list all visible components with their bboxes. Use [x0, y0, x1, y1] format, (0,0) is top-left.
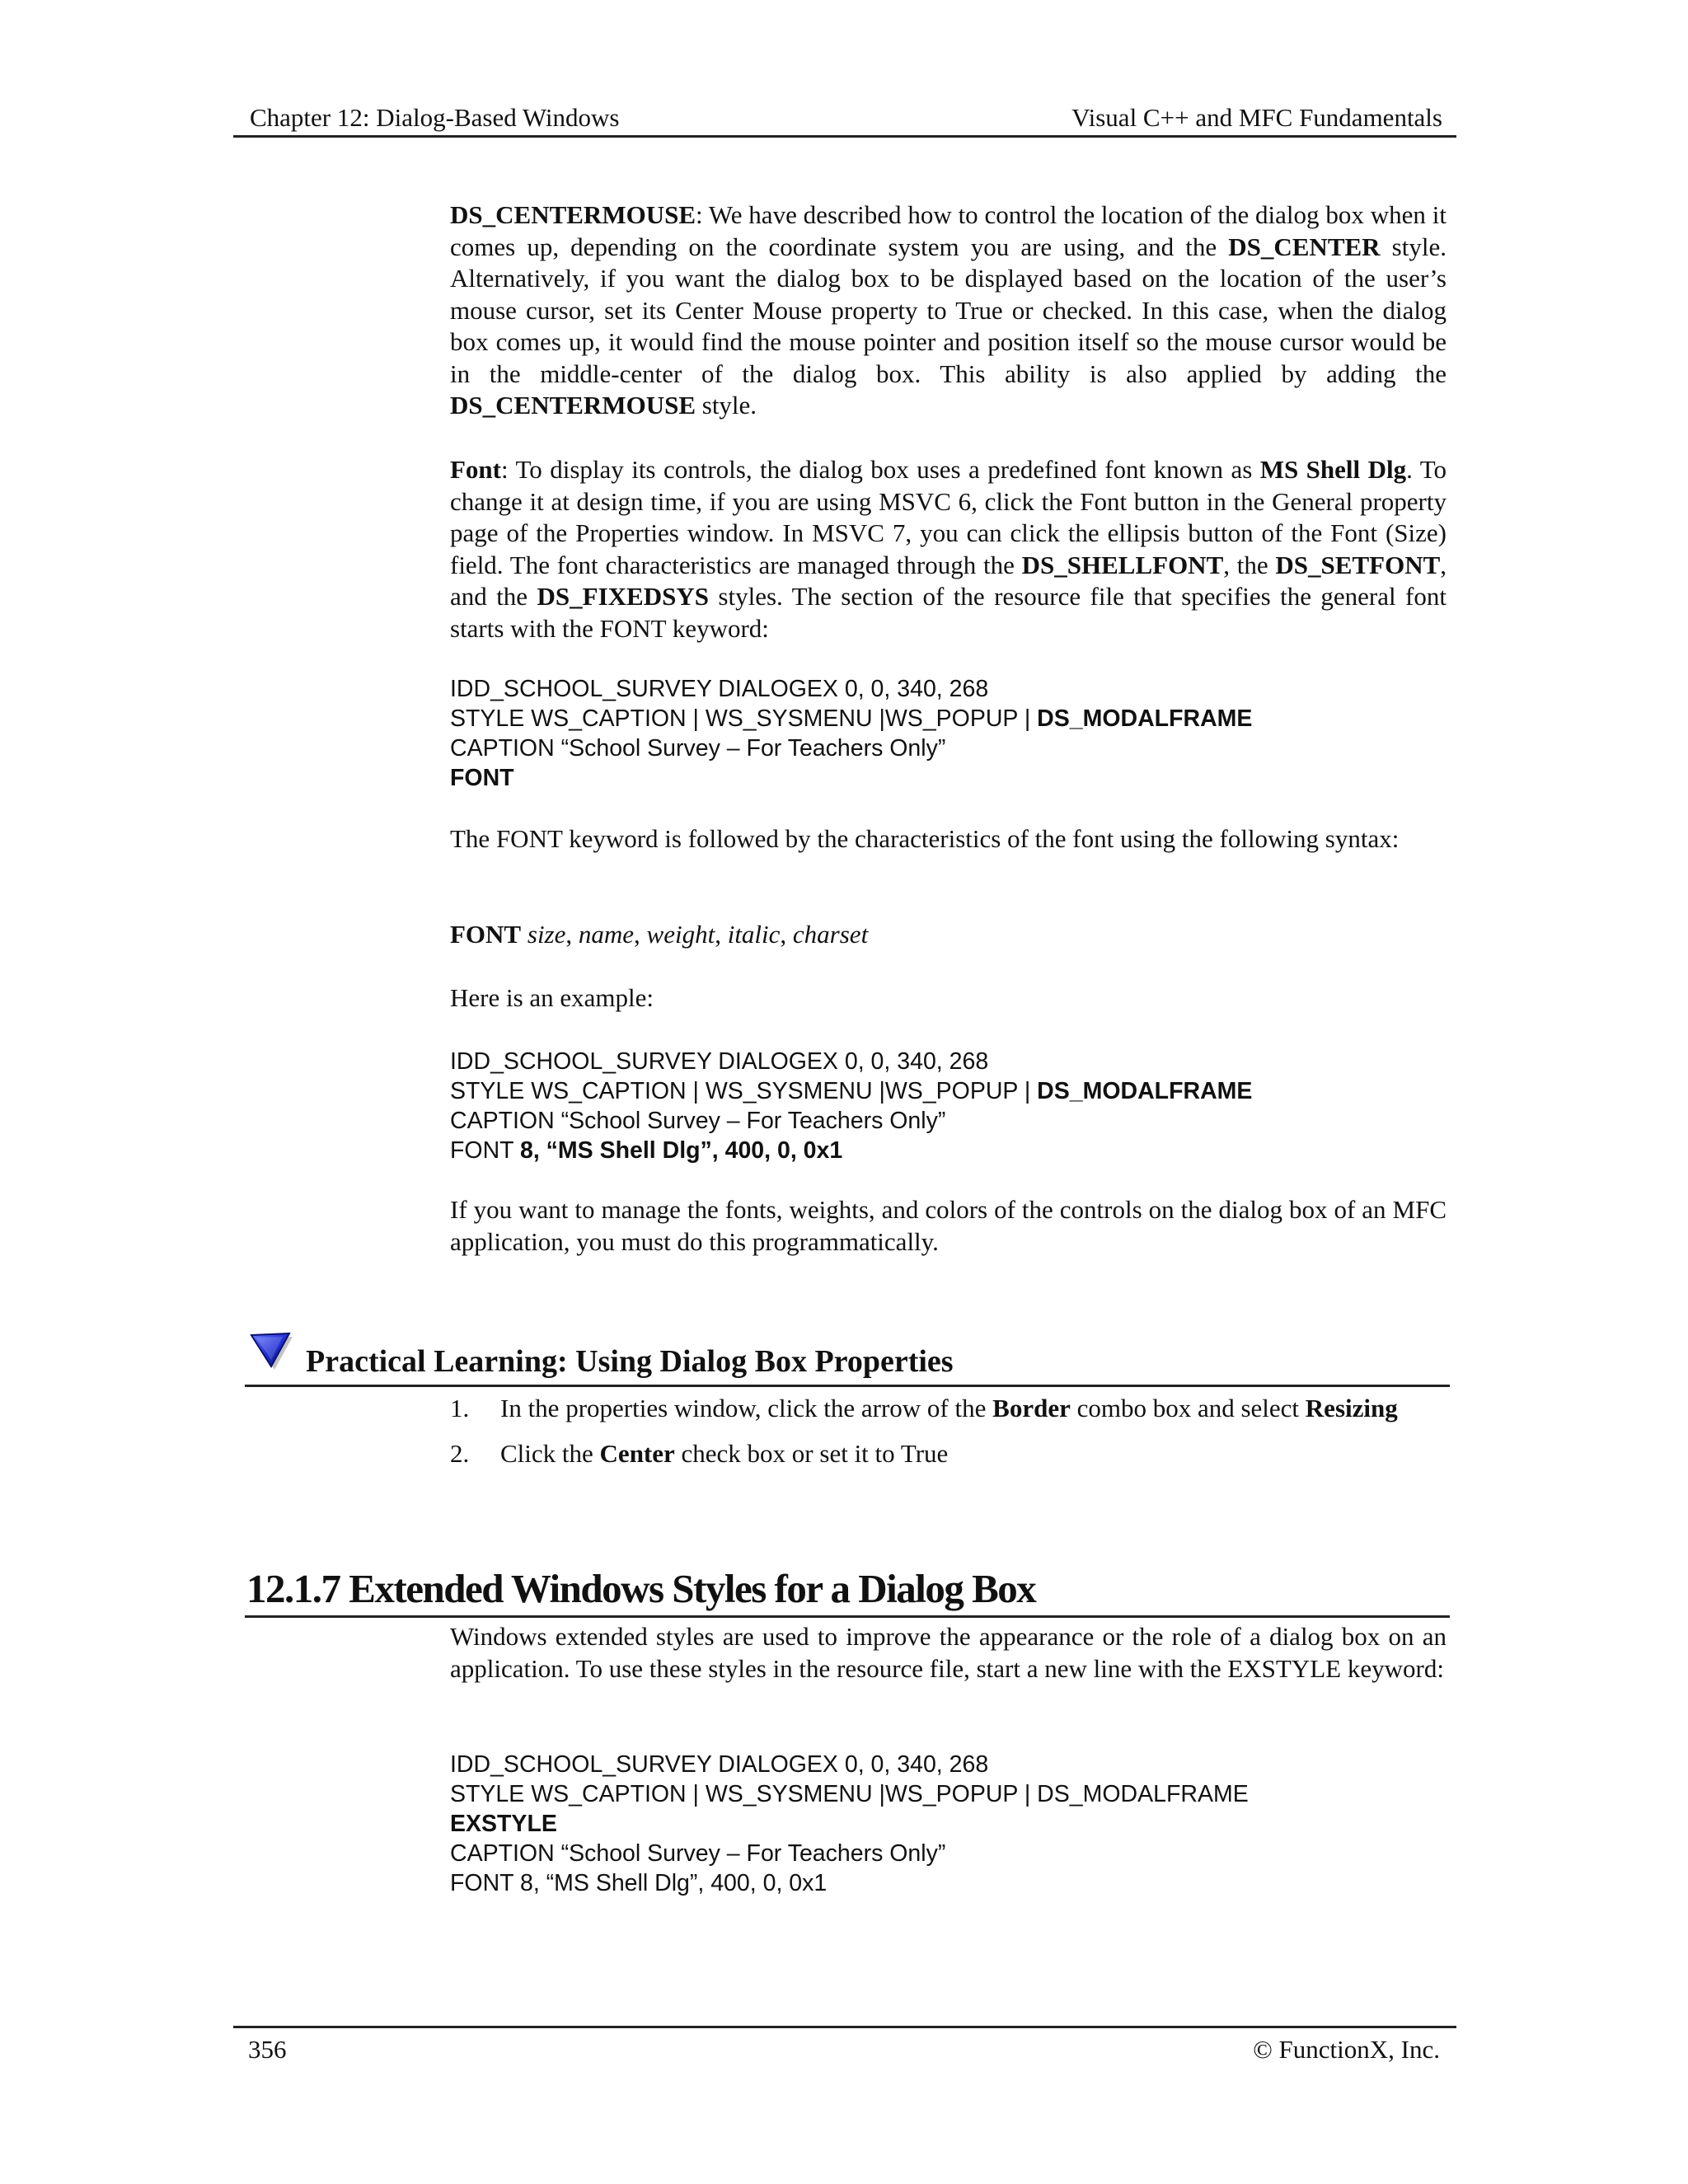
code-line	[450, 704, 1447, 733]
book-title: Visual C++ and MFC Fundamentals	[1071, 103, 1442, 132]
paragraph-manage-fonts: If you want to manage the fonts, weights, and colors of the controls on the dialog box of an MFC application, you must do this programmatically.	[450, 1195, 1447, 1256]
page-header	[233, 97, 1456, 138]
section-heading	[245, 1566, 1450, 1618]
term-ds-centermouse-2: DS_CENTERMOUSE	[450, 391, 696, 419]
code-block-1	[450, 674, 1447, 793]
page-number: 356	[248, 2035, 287, 2064]
syntax-separator: ,	[634, 920, 647, 949]
code-line: IDD_SCHOOL_SURVEY DIALOGEX 0, 0, 340, 268	[450, 1048, 989, 1075]
term-resizing: Resizing	[1305, 1394, 1398, 1422]
code-line: FONT 8, “MS Shell Dlg”, 400, 0, 0x1	[450, 1870, 828, 1896]
code-line	[450, 763, 1447, 793]
code-text: STYLE WS_CAPTION | WS_SYSMENU |WS_POPUP |	[450, 705, 1038, 732]
code-line: CAPTION “School Survey – For Teachers Only”	[450, 735, 946, 762]
steps-list	[450, 1385, 1447, 1469]
syntax-param: name	[578, 920, 635, 949]
code-bold-text: FONT	[450, 765, 514, 791]
text-segment: styles. The section of the resource file that specifies the general font starts with the FONT keyword:	[450, 582, 1447, 643]
paragraph-font-keyword: The FONT keyword is followed by the characteristics of the font using the following syntax:	[450, 824, 1400, 853]
code-bold-text: DS_MODALFRAME	[1037, 1078, 1253, 1104]
term-ms-shell-dlg: MS Shell Dlg	[1259, 455, 1407, 484]
term-center: Center	[599, 1438, 675, 1468]
text-segment: combo box and select	[1070, 1394, 1306, 1422]
term-ds-centermouse: DS_CENTERMOUSE	[450, 200, 696, 229]
code-text: STYLE WS_CAPTION | WS_SYSMENU |WS_POPUP |	[450, 1078, 1038, 1104]
paragraph-font	[450, 454, 1447, 644]
text-segment: check box or set it to True	[674, 1438, 949, 1468]
syntax-separator: ,	[780, 920, 793, 949]
font-syntax-line	[450, 919, 1447, 951]
text-segment: style.	[696, 391, 757, 419]
text-segment: In the properties window, click the arrow of the	[500, 1394, 993, 1422]
section-title: 12.1.7 Extended Windows Styles for a Dialog Box	[246, 1566, 1036, 1611]
text-segment: : To display its controls, the dialog box uses a predefined font known as	[501, 455, 1260, 484]
text-segment: . To change it at design time, if you are using MSVC 6, click the Font button in the General property page of the Properties window. In MSVC 7, you can click the ellipsis button of the Font (Size) field. The font characteristics are managed through the	[450, 455, 1447, 579]
page-footer	[233, 2026, 1456, 2069]
code-line: CAPTION “School Survey – For Teachers Only”	[450, 1840, 946, 1867]
code-line	[450, 1136, 1447, 1165]
practical-learning-heading	[245, 1322, 1450, 1387]
code-line: CAPTION “School Survey – For Teachers Only”	[450, 1108, 946, 1134]
code-block-3	[450, 1750, 1447, 1898]
step-number: 1.	[450, 1394, 470, 1422]
list-item	[450, 1393, 1447, 1425]
code-bold-text: DS_MODALFRAME	[1037, 705, 1253, 732]
down-triangle-icon	[250, 1329, 293, 1370]
syntax-param: italic	[727, 920, 781, 949]
term-ds-fixedsys: DS_FIXEDSYS	[537, 582, 709, 611]
copyright: © FunctionX, Inc.	[1253, 2035, 1440, 2064]
code-line: STYLE WS_CAPTION | WS_SYSMENU |WS_POPUP | DS_MODALFRAME	[450, 1781, 1249, 1807]
text-segment: : We have described how to control the location of the dialog box when it comes up, depending on the coordinate system you are using, and the	[450, 200, 1447, 261]
term-font: Font	[450, 455, 501, 484]
code-line: IDD_SCHOOL_SURVEY DIALOGEX 0, 0, 340, 268	[450, 676, 989, 702]
paragraph-centermouse	[450, 199, 1447, 422]
syntax-param: charset	[792, 920, 869, 949]
term-ds-shellfont: DS_SHELLFONT	[1021, 550, 1224, 579]
code-text: FONT	[450, 1137, 520, 1164]
code-line: IDD_SCHOOL_SURVEY DIALOGEX 0, 0, 340, 268	[450, 1751, 989, 1778]
syntax-separator: ,	[715, 920, 728, 949]
syntax-param: weight	[646, 920, 715, 949]
term-ds-center: DS_CENTER	[1228, 232, 1381, 261]
term-ds-setfont: DS_SETFONT	[1275, 550, 1441, 579]
list-item	[450, 1438, 1447, 1470]
chapter-title: Chapter 12: Dialog-Based Windows	[250, 103, 620, 132]
syntax-param: size	[527, 920, 566, 949]
code-line	[450, 1076, 1447, 1106]
term-border: Border	[992, 1394, 1071, 1422]
paragraph-example: Here is an example:	[450, 983, 654, 1012]
text-segment: , and the	[450, 550, 1447, 611]
syntax-keyword: FONT	[450, 920, 522, 949]
code-block-2	[450, 1047, 1447, 1165]
code-bold-text: 8, “MS Shell Dlg”, 400, 0, 0x1	[519, 1137, 843, 1164]
code-bold-text: EXSTYLE	[450, 1811, 557, 1837]
step-number: 2.	[450, 1438, 470, 1468]
syntax-separator: ,	[565, 920, 579, 949]
text-segment: , the	[1223, 550, 1276, 579]
paragraph-exstyle-intro: Windows extended styles are used to improve the appearance or the role of a dialog box on an application. To use these styles in the resource file, start a new line with the EXSTYLE keyword:	[450, 1622, 1447, 1683]
code-line	[450, 1809, 1447, 1839]
text-segment: style. Alternatively, if you want the dialog box to be displayed based on the location of the user’s mouse cursor, set its Center Mouse property to True or checked. In this case, when the dialog box comes up, it would find the mouse pointer and position itself so the mouse cursor would be in the middle-center of the dialog box. This ability is also applied by adding the	[450, 232, 1447, 388]
practical-learning-title: Practical Learning: Using Dialog Box Properties	[306, 1344, 954, 1379]
text-segment: Click the	[500, 1438, 600, 1468]
